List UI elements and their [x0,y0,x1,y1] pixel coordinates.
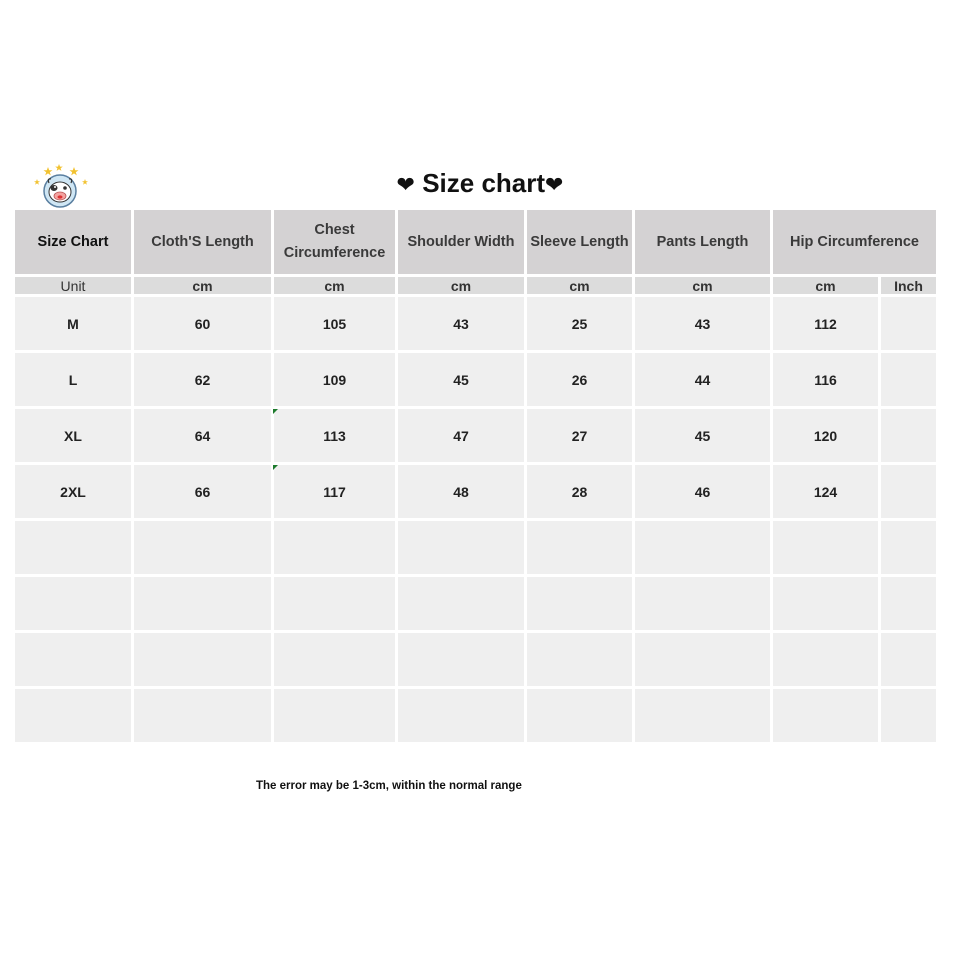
table-cell: 117 [274,465,398,521]
header-cell: Sleeve Length [527,210,635,277]
table-cell [134,689,274,745]
table-cell: 105 [274,297,398,353]
size-chart-table [15,210,936,745]
table-cell [773,521,881,577]
table-cell: 45 [635,409,773,465]
unit-cell: cm [398,277,527,297]
table-cell [398,577,527,633]
table-cell: 26 [527,353,635,409]
table-cell [134,577,274,633]
measurement-note: The error may be 1-3cm, within the normal range [256,780,522,792]
size-cell: M [15,297,134,353]
table-row [15,297,936,353]
table-cell [881,521,936,577]
unit-cell: cm [773,277,881,297]
table-cell [773,577,881,633]
table-cell: 66 [134,465,274,521]
comment-marker-icon [273,409,278,414]
table-row [15,689,936,745]
table-cell [527,633,635,689]
title-text: Size chart [422,168,546,198]
table-cell [274,521,398,577]
table-cell [881,297,936,353]
header-row [15,210,936,277]
header-cell: Size Chart [15,210,134,277]
table-cell [274,689,398,745]
table-cell [635,689,773,745]
page-title [330,168,630,199]
table-cell [274,577,398,633]
table-cell [134,633,274,689]
table-cell: 64 [134,409,274,465]
table-cell [635,577,773,633]
table-cell [527,521,635,577]
header-cell: Shoulder Width [398,210,527,277]
table-cell: 113 [274,409,398,465]
table-cell [773,689,881,745]
table-cell [527,577,635,633]
table-row [15,577,936,633]
table-cell [398,689,527,745]
heart-icon: ❤ [396,173,415,198]
table-cell [635,633,773,689]
unit-cell: cm [134,277,274,297]
size-cell [15,633,134,689]
table-cell [881,689,936,745]
size-cell [15,689,134,745]
table-cell [881,633,936,689]
table-cell: 48 [398,465,527,521]
table-cell [274,633,398,689]
table-cell: 62 [134,353,274,409]
table-cell [527,689,635,745]
unit-cell: cm [274,277,398,297]
heart-icon: ❤ [545,173,564,198]
table-cell [398,521,527,577]
table-row [15,353,936,409]
table-cell [635,521,773,577]
header-cell: Pants Length [635,210,773,277]
table-cell [398,633,527,689]
table-cell [881,353,936,409]
table-cell: 44 [635,353,773,409]
size-cell: 2XL [15,465,134,521]
header-cell: Hip Circumference [773,210,936,277]
size-cell: XL [15,409,134,465]
table-row [15,465,936,521]
table-row [15,633,936,689]
table-cell: 27 [527,409,635,465]
table-cell [773,633,881,689]
table-cell: 43 [635,297,773,353]
size-cell [15,577,134,633]
unit-cell: Unit [15,277,134,297]
table-cell: 28 [527,465,635,521]
table-cell: 112 [773,297,881,353]
unit-row [15,277,936,297]
table-row [15,521,936,577]
header-cell: Chest Circumference [274,210,398,277]
header-cell: Cloth'S Length [134,210,274,277]
table-cell: 25 [527,297,635,353]
cartoon-cow-logo-icon [30,163,90,209]
size-cell [15,521,134,577]
table-cell: 43 [398,297,527,353]
table-cell [881,465,936,521]
unit-cell: cm [635,277,773,297]
unit-cell: cm [527,277,635,297]
table-cell: 60 [134,297,274,353]
table-cell [881,577,936,633]
table-cell: 124 [773,465,881,521]
table-cell [881,409,936,465]
table-row [15,409,936,465]
table-cell: 45 [398,353,527,409]
table-cell: 120 [773,409,881,465]
table-cell: 46 [635,465,773,521]
table-cell: 116 [773,353,881,409]
table-cell [134,521,274,577]
table-cell: 47 [398,409,527,465]
comment-marker-icon [273,465,278,470]
table-cell: 109 [274,353,398,409]
unit-cell: Inch [881,277,936,297]
size-cell: L [15,353,134,409]
